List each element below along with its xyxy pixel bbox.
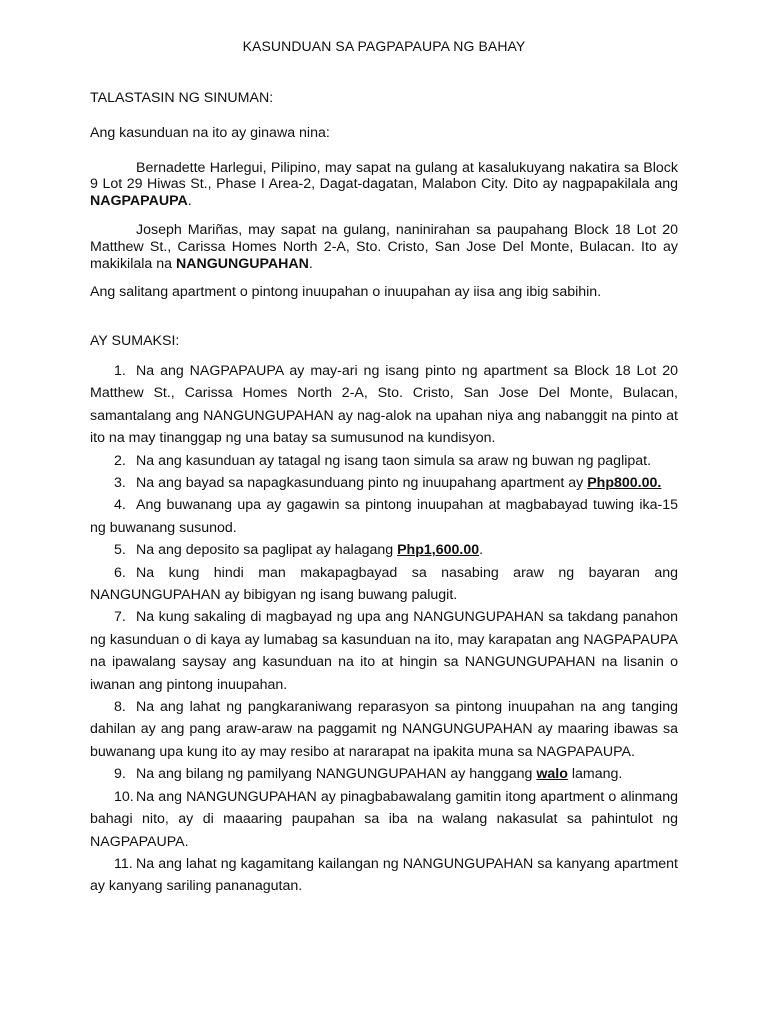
list-item: 7. Na kung sakaling di magbayad ng upa ang NANGUNGUPAHAN sa takdang panahon ng kasunduan o di kaya ay lumabag sa kasunduan na ito, may karapatan ang NAGPAPAUPA na ipawalang saysay ang kasunduan na ito at hingin sa NANGUNGUPAHAN na lisanin o iwanan ang pintong inuupahan. bbox=[90, 609, 678, 693]
rent-amount: Php800.00. bbox=[587, 475, 662, 491]
document-title: KASUNDUAN SA PAGPAPAUPA NG BAHAY bbox=[242, 38, 526, 54]
definition: Ang salitang apartment o pintong inuupahan o inuupahan ay iisa ang ibig sabihin. bbox=[90, 284, 602, 301]
family-count: walo bbox=[536, 766, 568, 783]
list-item: 6. Na kung hindi man makapagbayad sa nasabing araw ng bayaran ang NANGUNGUPAHAN ay bibigyan ng isang buwang palugit. bbox=[90, 564, 678, 604]
list-item: 3. Na ang bayad sa napagkasunduang pinto ng inuupahang apartment ay Php800.00. bbox=[114, 475, 662, 491]
witness-heading: AY SUMAKSI: bbox=[90, 333, 180, 350]
party2-text: Joseph Mariñas, may sapat na gulang, naninirahan sa paupahang Block 18 Lot 20 Matthew St., Carissa Homes North 2-A, Sto. Cristo, San Jose Del Monte, Bulacan. Ito ay makikilala na bbox=[90, 221, 678, 272]
document-page bbox=[90, 38, 678, 898]
list-item: 4. Ang buwanang upa ay gagawin sa pintong inuupahan at magbabayad tuwing ika-15 ng buwanang susunod. bbox=[90, 497, 678, 536]
party1-end: . bbox=[187, 193, 192, 210]
party1-text: Bernadette Harlegui, Pilipino, may sapat na gulang at kasalukuyang nakatira sa Block 9 Lot 29 Hiwas St., Phase I Area-2, Dagat-dagatan, Malabon City. Dito ay nagpapakilala ang bbox=[90, 159, 678, 193]
list-item: 11. Na ang lahat ng kagamitang kailangan ng NANGUNGUPAHAN sa kanyang apartment ay kanyang sariling pananagutan. bbox=[90, 855, 678, 895]
party2-end: . bbox=[308, 255, 313, 272]
list-item: 10. Na ang NANGUNGUPAHAN ay pinagbabawalang gamitin itong apartment o alinmang bahagi nito, ay di maaaring paupahan sa iba na walang nakasulat sa pahintulot ng NAGPAPAUPA. bbox=[90, 788, 678, 850]
list-item: 5. Na ang deposito sa paglipat ay halagang Php1,600.00. bbox=[114, 542, 484, 559]
list-item: 2. Na ang kasunduan ay tatagal ng isang taon simula sa araw ng buwan ng paglipat. bbox=[114, 452, 652, 469]
party-nangungupahan bbox=[90, 222, 678, 272]
list-item: 1. Na ang NAGPAPAUPA ay may-ari ng isang pinto ng apartment sa Block 18 Lot 20 Matthew St., Carissa Homes North 2-A, Sto. Cristo, San Jose Del Monte, Bulacan, samantalang ang NANGUNGUPAHAN ay nag-alok na upahan niya ang nabanggit na pinto at ito na may tinanggap ng una batay sa sumusunod na kundisyon. bbox=[90, 362, 678, 447]
greeting: TALASTASIN NG SINUMAN: bbox=[90, 90, 274, 106]
intro: Ang kasunduan na ito ay ginawa nina: bbox=[90, 124, 330, 141]
list-item: 8. Na ang lahat ng pangkaraniwang reparasyon sa pintong inuupahan na ang tanging dahilan ay ang pang araw-araw na paggamit ng NANGUNGUPAHAN ay maaring ibawas sa buwanang upa kung ito ay may resibo at nararapat na ipakita muna sa NAGPAPAUPA. bbox=[90, 699, 678, 760]
party2-role: NANGUNGUPAHAN bbox=[175, 255, 309, 272]
deposit-amount: Php1,600.00 bbox=[397, 542, 480, 559]
list-item: 9. Na ang bilang ng pamilyang NANGUNGUPAHAN ay hanggang walo lamang. bbox=[114, 766, 623, 783]
party1-role: NAGPAPAUPA bbox=[90, 193, 188, 210]
party-nagpapaupa bbox=[90, 160, 678, 210]
terms-list bbox=[90, 360, 678, 898]
